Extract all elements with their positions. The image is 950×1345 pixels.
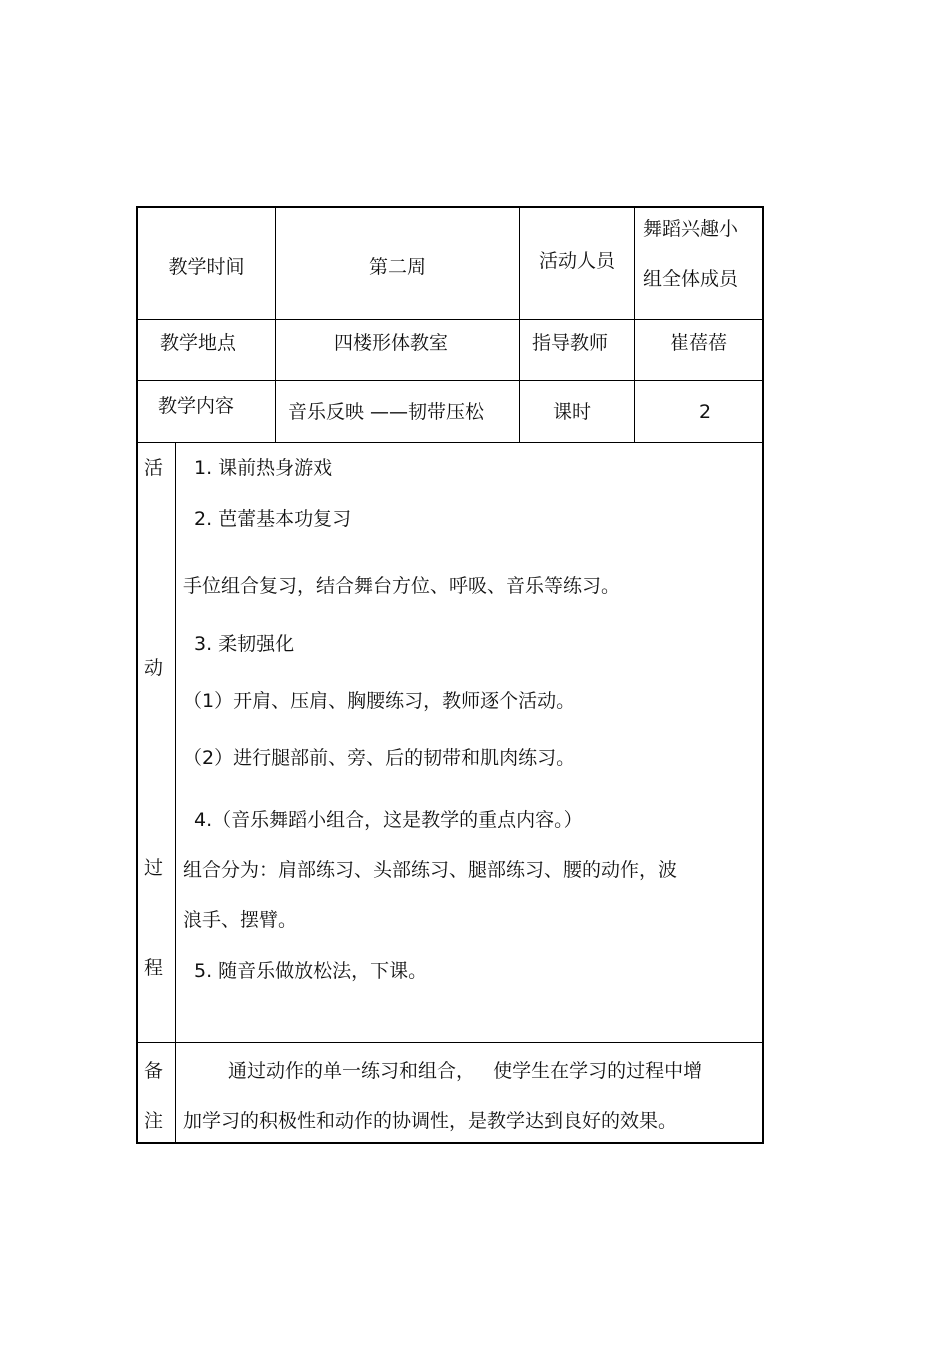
- label-content: 教学内容: [157, 395, 234, 417]
- process-line: 4.（音乐舞蹈小组合，这是教学的重点内容。）: [194, 809, 583, 831]
- value-participants-line1: 舞蹈兴趣小: [643, 218, 739, 240]
- value-participants-line2: 组全体成员: [643, 268, 739, 290]
- label-periods: 课时: [552, 401, 591, 423]
- label-instructor: 指导教师: [531, 332, 608, 354]
- process-line: 手位组合复习，结合舞台方位、呼吸、音乐等练习。: [183, 575, 621, 597]
- value-content: 音乐反映 ——韧带压松: [288, 401, 485, 423]
- remark-side-char-1: 备: [144, 1060, 164, 1082]
- label-location: 教学地点: [159, 332, 236, 354]
- label-teaching-time: 教学时间: [168, 256, 245, 278]
- process-line: 3. 柔韧强化: [194, 633, 295, 655]
- label-participants: 活动人员: [538, 250, 615, 272]
- process-line: 1. 课前热身游戏: [194, 457, 333, 479]
- process-side-char-3: 过: [144, 857, 164, 879]
- process-line: 浪手、摆臂。: [183, 909, 298, 931]
- remark-line-2: 加学习的积极性和动作的协调性，是教学达到良好的效果。: [183, 1110, 678, 1132]
- process-side-char-1: 活: [144, 457, 164, 479]
- value-location: 四楼形体教室: [333, 332, 448, 354]
- value-periods: 2: [698, 401, 712, 423]
- process-line: （2）进行腿部前、旁、后的韧带和肌肉练习。: [183, 747, 576, 769]
- value-week: 第二周: [368, 256, 426, 278]
- process-side-char-4: 程: [144, 957, 164, 979]
- process-line: 5. 随音乐做放松法，下课。: [194, 960, 428, 982]
- process-line: （1）开肩、压肩、胸腰练习，教师逐个活动。: [183, 690, 576, 712]
- value-instructor: 崔蓓蓓: [669, 332, 727, 354]
- process-line: 组合分为：肩部练习、头部练习、腿部练习、腰的动作，波: [183, 859, 678, 881]
- process-side-char-2: 动: [144, 657, 164, 679]
- remark-line-1: 通过动作的单一练习和组合， 使学生在学习的过程中增: [228, 1060, 703, 1082]
- process-line: 2. 芭蕾基本功复习: [194, 508, 352, 530]
- remark-side-char-2: 注: [144, 1110, 164, 1132]
